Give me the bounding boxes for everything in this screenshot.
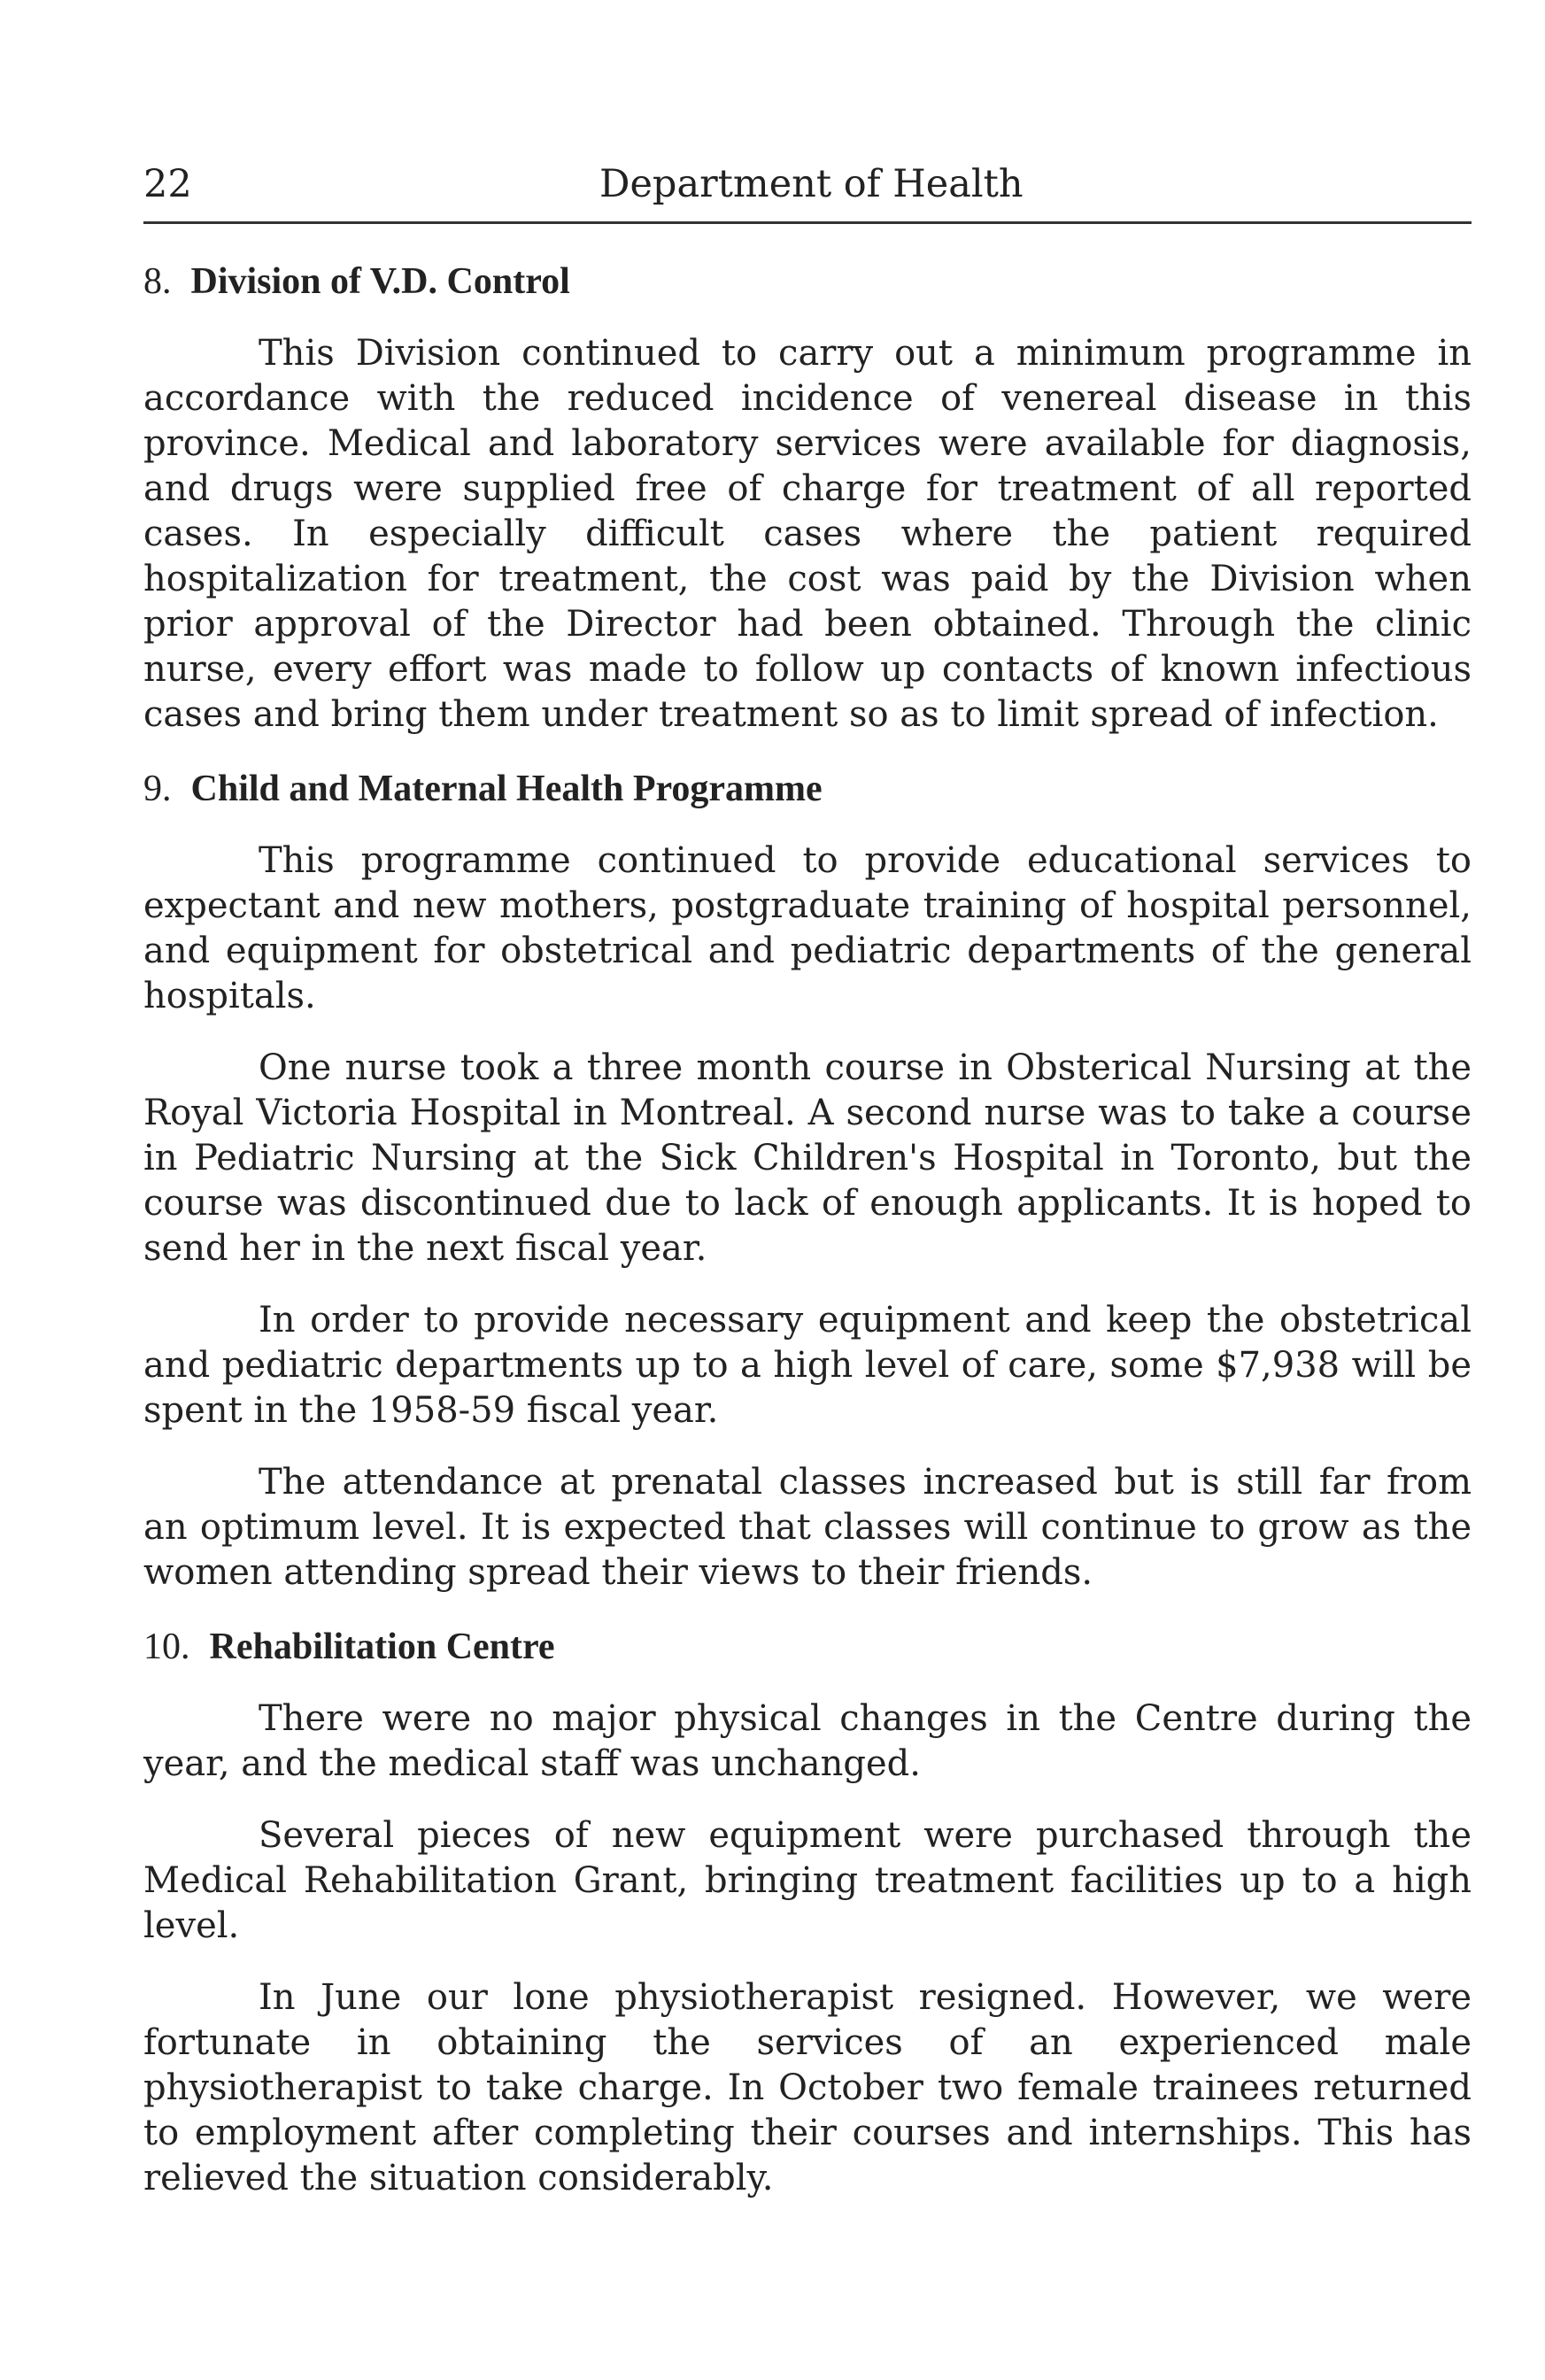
section-number: 8. <box>143 261 172 302</box>
paragraph: This programme continued to provide educational services to expectant and new mothers, postgraduate training of hospital personnel, and equipment for obstetrical and pediatric departments of the general hospitals. <box>143 840 1472 1016</box>
section-number: 10. <box>143 1627 190 1667</box>
paragraph: One nurse took a three month course in Obsterical Nursing at the Royal Victoria Hospital in Montreal. A second nurse was to take a course in Pediatric Nursing at the Sick Children's Hospital in Toronto, but the course was discontinued due to lack of enough applicants. It is hoped to send her in the next fiscal year. <box>143 1047 1472 1269</box>
section-title: Division of V.D. Control <box>190 261 570 302</box>
paragraph: This Division continued to carry out a minimum programme in accordance with the reduced incidence of venereal disease in this province. Medical and laboratory services were available for diagnosis, and drugs were supplied free of charge for treatment of all reported cases. In especially difficult cases where the patient required hospitalization for treatment, the cost was paid by the Division when prior approval of the Director had been obtained. Through the clinic nurse, every effort was made to follow up contacts of known infectious cases and bring them under treatment so as to limit spread of infection. <box>143 333 1472 735</box>
header-rule <box>143 221 1472 224</box>
section-title: Child and Maternal Health Programme <box>190 769 823 809</box>
section-heading-child-maternal-health <box>143 764 1472 814</box>
paragraph: In order to provide necessary equipment and keep the obstetrical and pediatric departments up to a high level of care, some $7,938 will be spent in the 1958-59 fiscal year. <box>143 1300 1472 1431</box>
section-title: Rehabilitation Centre <box>209 1627 555 1667</box>
paragraph: The attendance at prenatal classes increased but is still far from an optimum level. It is expected that classes will continue to grow as the women attending spread their views to their friends. <box>143 1462 1472 1593</box>
page-number: 22 <box>143 162 192 206</box>
paragraph: There were no major physical changes in the Centre during the year, and the medical staff was unchanged. <box>143 1698 1472 1784</box>
paragraph: Several pieces of new equipment were purchased through the Medical Rehabilitation Grant, bringing treatment facilities up to a high level. <box>143 1815 1472 1946</box>
section-number: 9. <box>143 769 172 809</box>
page-body <box>143 257 1472 2201</box>
section-heading-rehabilitation-centre <box>143 1622 1472 1672</box>
section-heading-vd-control <box>143 257 1472 306</box>
paragraph: In June our lone physiotherapist resigned. However, we were fortunate in obtaining the services of an experienced male physiotherapist to take charge. In October two female trainees returned to employment after completing their courses and internships. This has relieved the situation considerably. <box>143 1977 1472 2198</box>
running-head <box>143 159 1472 209</box>
running-head-title: Department of Health <box>599 162 1024 206</box>
